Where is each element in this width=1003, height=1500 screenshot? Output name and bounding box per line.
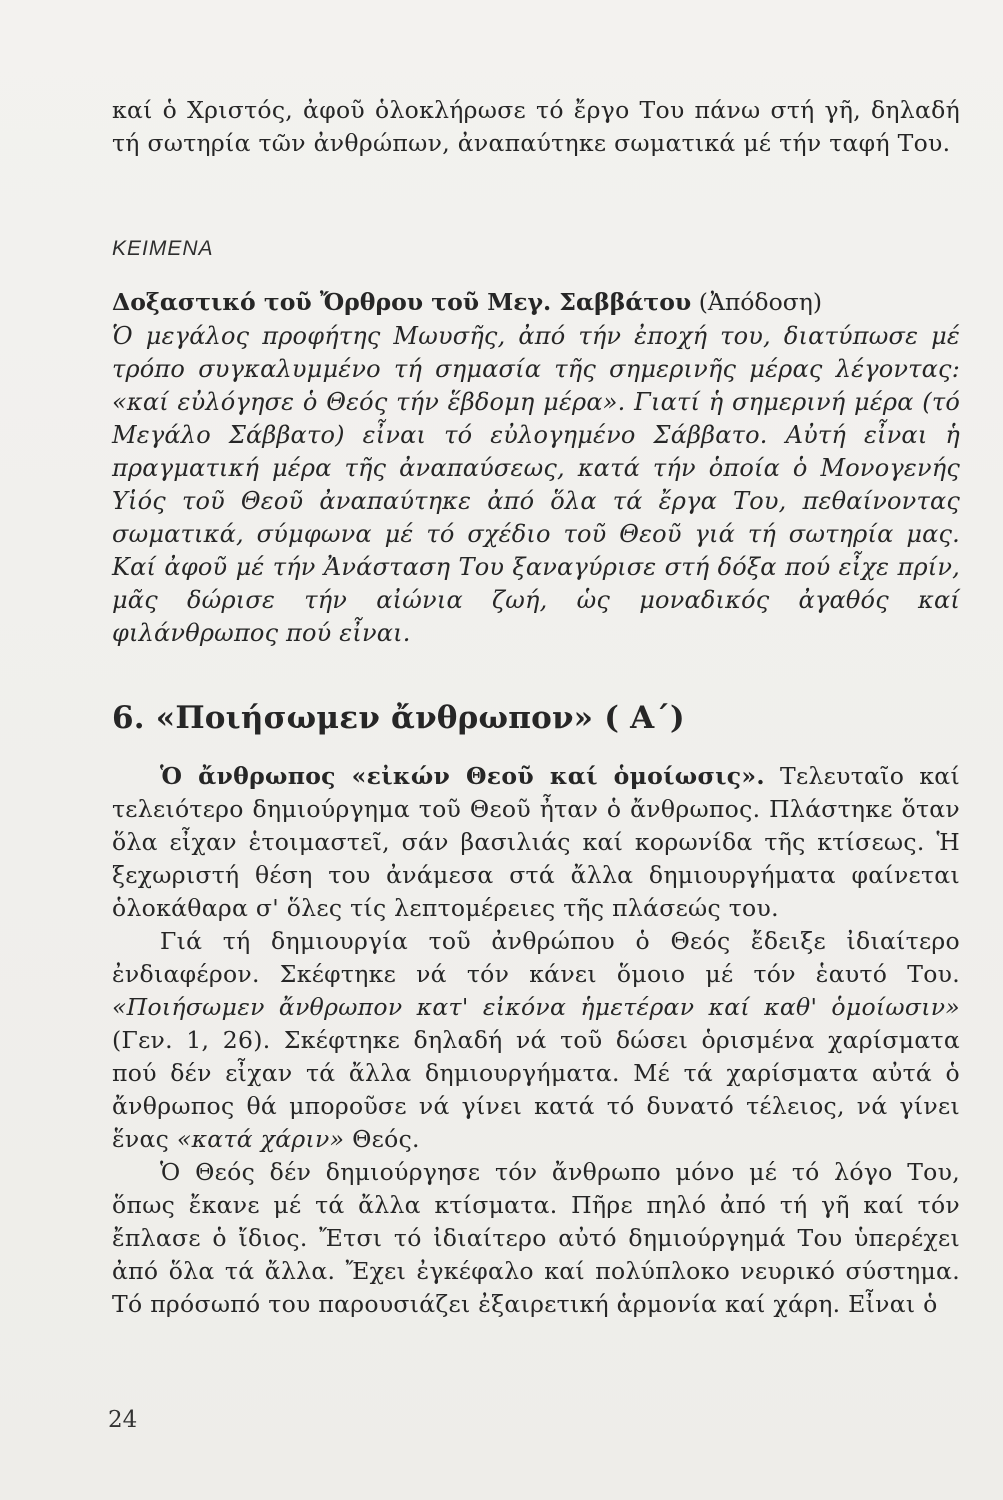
section-body bbox=[112, 760, 960, 1321]
paragraph-1 bbox=[112, 760, 960, 925]
kimena-label: ΚΕΙΜΕΝΑ bbox=[112, 237, 214, 260]
hymn-title bbox=[112, 286, 960, 319]
page-number: 24 bbox=[108, 1407, 138, 1433]
paragraph-2-text-b: (Γεν. 1, 26). Σκέφτηκε δηλαδή νά τοῦ δώσει ὁρισμένα χαρίσματα πού δέν εἶχαν τά ἄλλα δημιουργήματα. Μέ τά χαρίσματα αὐτά ὁ ἄνθρωπος θά μποροῦσε νά γίνει κατά τό δυνατό τέλειος, νά γίνει ἕνας bbox=[112, 1026, 960, 1153]
hymn-body bbox=[112, 320, 960, 650]
hymn-text: Ὁ μεγάλος προφήτης Μωυσῆς, ἀπό τήν ἐποχή του, διατύπωσε μέ τρόπο συγκαλυμμένο τή σημασία τῆς σημερινῆς μέρας λέγοντας: «καί εὐλόγησε ὁ Θεός τήν ἕβδομη μέρα». Γιατί ἡ σημερινή μέρα (τό Μεγάλο Σάββατο) εἶναι τό εὐλογημένο Σάββατο. Αὐτή εἶναι ἡ πραγματική μέρα τῆς ἀναπαύσεως, κατά τήν ὁποία ὁ Μονογενής Υἱός τοῦ Θεοῦ ἀναπαύτηκε ἀπό ὅλα τά ἔργα Του, πεθαίνοντας σωματικά, σύμφωνα μέ τό σχέδιο τοῦ Θεοῦ γιά τή σωτηρία μας. Καί ἀφοῦ μέ τήν Ἀνάσταση Του ξαναγύρισε στή δόξα πού εἶχε πρίν, μᾶς δώρισε τήν αἰώνια ζωή, ὡς μοναδικός ἀγαθός καί φιλάνθρωπος πού εἶναι. bbox=[112, 322, 960, 647]
paragraph-3: Ὁ Θεός δέν δημιούργησε τόν ἄνθρωπο μόνο μέ τό λόγο Του, ὅπως ἔκανε μέ τά ἄλλα κτίσματα. Πῆρε πηλό ἀπό τή γῆ καί τόν ἔπλασε ὁ ἴδιος. Ἔτσι τό ἰδιαίτερο αὐτό δημιούργημά Του ὑπερέχει ἀπό ὅλα τά ἄλλα. Ἔχει ἐγκέφαλο καί πολύπλοκο νευρικό σύστημα. Τό πρόσωπό του παρουσιάζει ἐξαιρετική ἁρμονία καί χάρη. Εἶναι ὁ bbox=[112, 1158, 960, 1318]
intro-paragraph bbox=[112, 94, 960, 160]
paragraph-1-lead: Ὁ ἄνθρωπος «εἰκών Θεοῦ καί ὁμοίωσις». bbox=[160, 762, 765, 790]
hymn-title-bold: Δοξαστικό τοῦ Ὄρθρου τοῦ Μεγ. Σαββάτου bbox=[112, 288, 692, 316]
paragraph-1-text: Τελευταῖο καί τελειότερο δημιούργημα τοῦ Θεοῦ ἦταν ὁ ἄνθρωπος. Πλάστηκε ὅταν ὅλα εἶχαν ἑτοιμαστεῖ, σάν βασιλιάς καί κορωνίδα τῆς κτίσεως. Ἡ ξεχωριστή θέση του ἀνάμεσα στά ἄλλα δημιουργήματα φαίνεται ὁλοκάθαρα σ' ὅλες τίς λεπτομέρειες τῆς πλάσεώς του. bbox=[112, 762, 960, 922]
paragraph-2-text-a: Γιά τή δημιουργία τοῦ ἀνθρώπου ὁ Θεός ἔδειξε ἰδιαίτερο ἐνδιαφέρον. Σκέφτηκε νά τόν κάνει ὅμοιο μέ τόν ἑαυτό Του. bbox=[112, 927, 960, 988]
hymn-title-note: (Ἀπόδοση) bbox=[698, 288, 823, 316]
paragraph-2-quote: «Ποιήσωμεν ἄνθρωπον κατ' εἰκόνα ἡμετέραν καί καθ' ὁμοίωσιν» bbox=[112, 993, 960, 1021]
intro-text: καί ὁ Χριστός, ἀφοῦ ὁλοκλήρωσε τό ἔργο Του πάνω στή γῆ, δηλαδή τή σωτηρία τῶν ἀνθρώπων, ἀναπαύτηκε σωματικά μέ τήν ταφή Του. bbox=[112, 96, 960, 157]
paragraph-2 bbox=[112, 925, 960, 1156]
section-heading: 6. «Ποιήσωμεν ἄνθρωπον» ( Α΄) bbox=[112, 700, 685, 736]
paragraph-2-quote-2: «κατά χάριν» bbox=[176, 1125, 345, 1153]
paragraph-2-text-c: Θεός. bbox=[344, 1125, 420, 1153]
